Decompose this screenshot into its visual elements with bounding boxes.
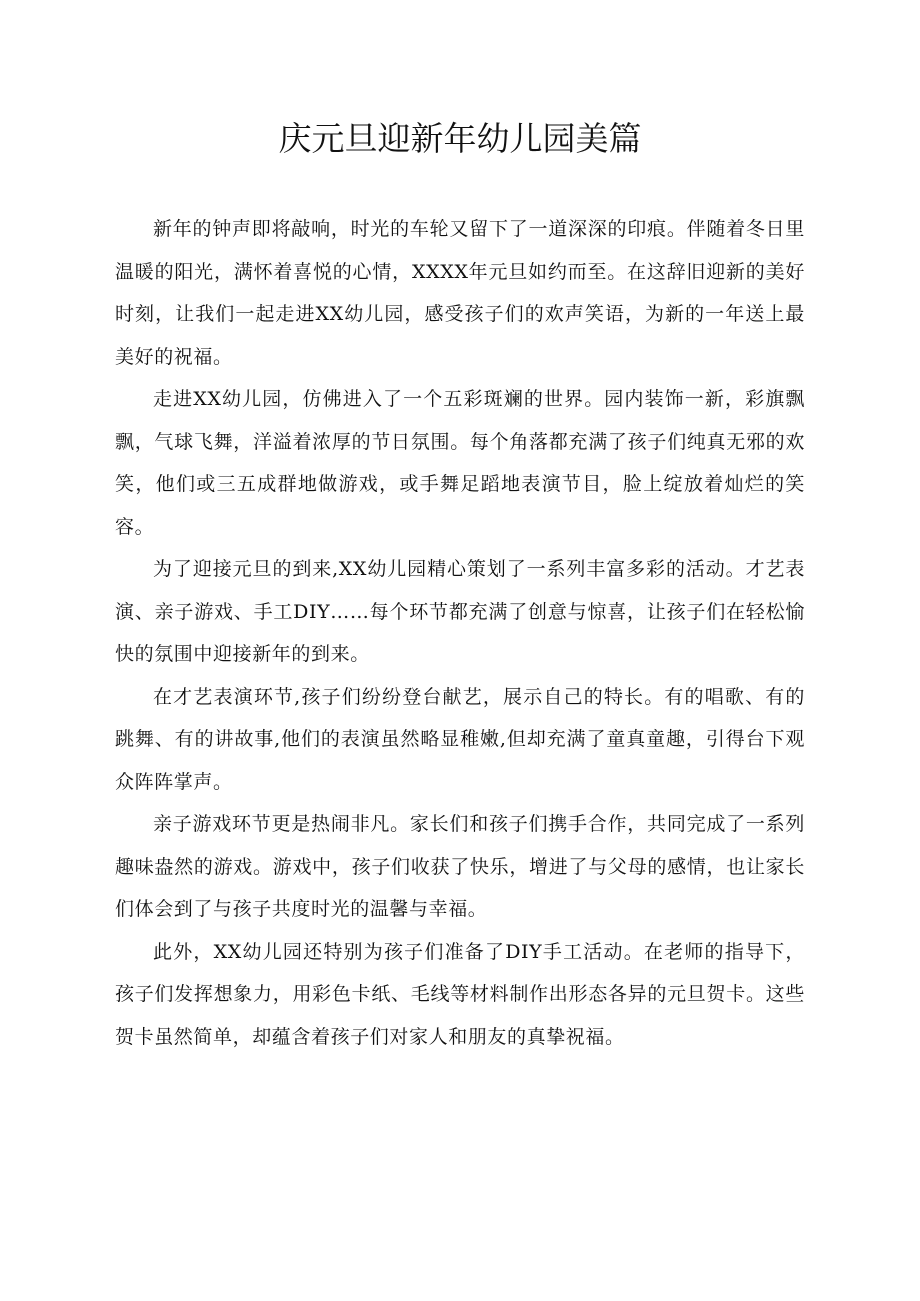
- paragraph-4: 在才艺表演环节,孩子们纷纷登台献艺，展示自己的特长。有的唱歌、有的跳舞、有的讲故事,他们的表演虽然略显稚嫩,但却充满了童真童趣，引得台下观众阵阵掌声。: [115, 685, 805, 793]
- document-title: 庆元旦迎新年幼儿园美篇: [278, 119, 642, 158]
- paragraph-2: 走进XX幼儿园，仿佛进入了一个五彩斑斓的世界。园内装饰一新，彩旗飘飘，气球飞舞，洋溢着浓厚的节日氛围。每个角落都充满了孩子们纯真无邪的欢笑，他们或三五成群地做游戏，或手舞足蹈地表演节目，脸上绽放着灿烂的笑容。: [115, 388, 805, 538]
- paragraph-3: 为了迎接元旦的到来,XX幼儿园精心策划了一系列丰富多彩的活动。才艺表演、亲子游戏、手工DIY……每个环节都充满了创意与惊喜，让孩子们在轻松愉快的氛围中迎接新年的到来。: [115, 558, 805, 665]
- document-body: [115, 208, 805, 1058]
- paragraph-1: 新年的钟声即将敲响，时光的车轮又留下了一道深深的印痕。伴随着冬日里温暖的阳光，满怀着喜悦的心情，XXXX年元旦如约而至。在这辞旧迎新的美好时刻，让我们一起走进XX幼儿园，感受孩子们的欢声笑语，为新的一年送上最美好的祝福。: [115, 218, 805, 368]
- paragraph-5: 亲子游戏环节更是热闹非凡。家长们和孩子们携手合作，共同完成了一系列趣味盎然的游戏。游戏中，孩子们收获了快乐，增进了与父母的感情，也让家长们体会到了与孩子共度时光的温馨与幸福。: [115, 813, 805, 920]
- paragraph-6: 此外，XX幼儿园还特别为孩子们准备了DIY手工活动。在老师的指导下，孩子们发挥想象力，用彩色卡纸、毛线等材料制作出形态各异的元旦贺卡。这些贺卡虽然简单，却蕴含着孩子们对家人和朋友的真挚祝福。: [115, 940, 805, 1048]
